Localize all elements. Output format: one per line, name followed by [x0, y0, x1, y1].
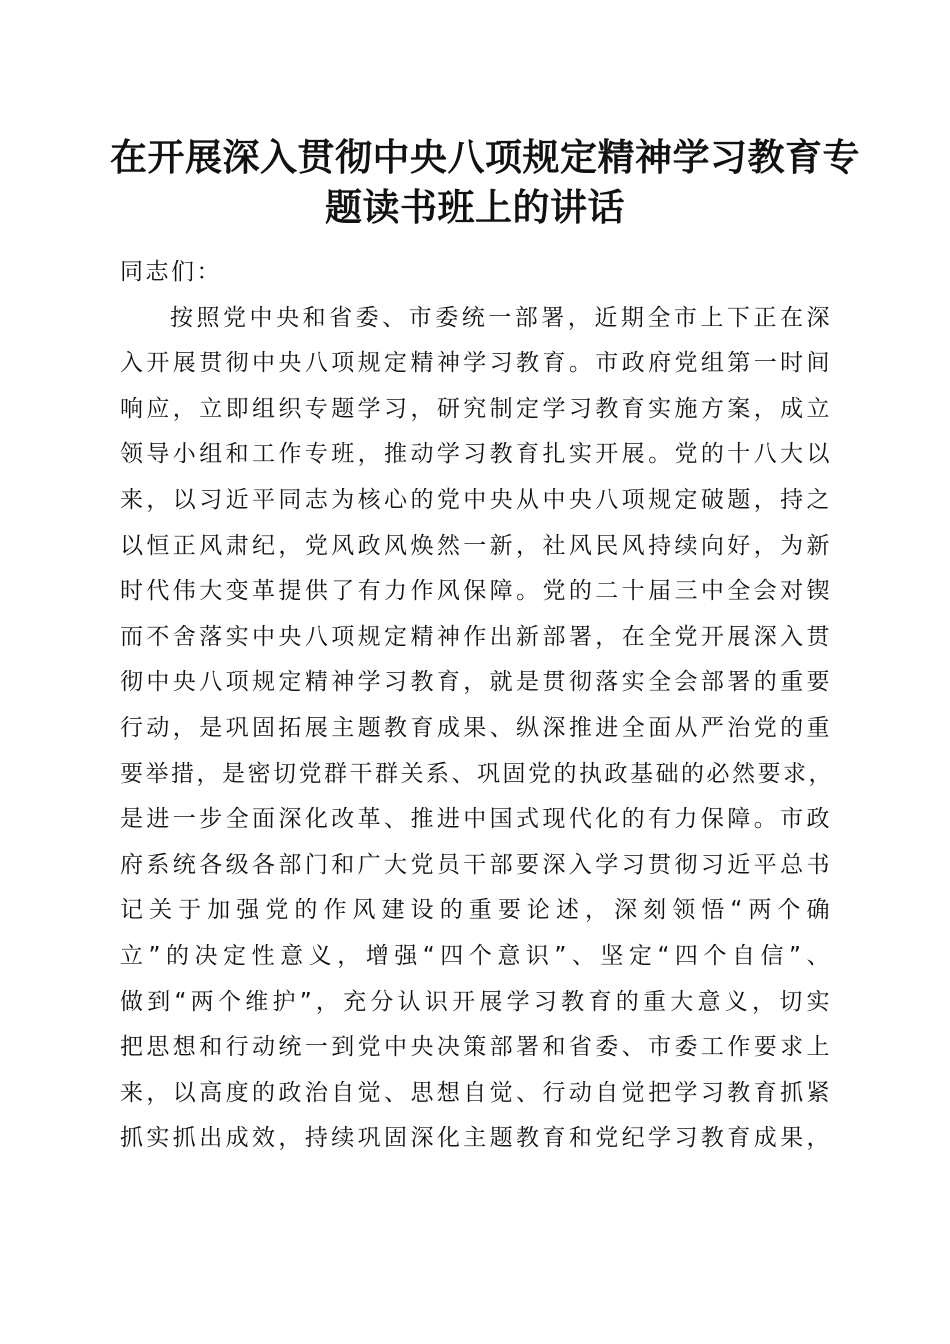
paragraph-line: 按照党中央和省委、市委统一部署，近期全市上下正在深	[170, 304, 832, 331]
paragraph-line: 响应，立即组织专题学习，研究制定学习教育实施方案，成立	[120, 395, 832, 422]
paragraph-line: 要举措，是密切党群干群关系、巩固党的执政基础的必然要求，	[120, 760, 834, 787]
paragraph-line: 而不舍落实中央八项规定精神作出新部署，在全党开展深入贯	[120, 623, 832, 650]
paragraph-line: 记关于加强党的作风建设的重要论述，深刻领悟“两个确	[120, 897, 832, 924]
paragraph-line: 领导小组和工作专班，推动学习教育扎实开展。党的十八大以	[120, 441, 832, 468]
document-title	[110, 132, 860, 232]
paragraph-line: 入开展贯彻中央八项规定精神学习教育。市政府党组第一时间	[120, 350, 832, 377]
paragraph-line: 来，以高度的政治自觉、思想自觉、行动自觉把学习教育抓紧	[120, 1079, 832, 1106]
paragraph-line: 彻中央八项规定精神学习教育，就是贯彻落实全会部署的重要	[120, 669, 832, 696]
paragraph-line: 府系统各级各部门和广大党员干部要深入学习贯彻习近平总书	[120, 851, 832, 878]
paragraph-line: 是进一步全面深化改革、推进中国式现代化的有力保障。市政	[120, 806, 832, 833]
paragraph-line: 把思想和行动统一到党中央决策部署和省委、市委工作要求上	[120, 1034, 832, 1061]
paragraph-line: 来，以习近平同志为核心的党中央从中央八项规定破题，持之	[120, 486, 832, 513]
title-line-1: 在开展深入贯彻中央八项规定精神学习教育专	[110, 135, 860, 179]
salutation: 同志们：	[120, 259, 222, 285]
document-body	[120, 250, 832, 1162]
paragraph-line: 时代伟大变革提供了有力作风保障。党的二十届三中全会对锲	[120, 578, 832, 605]
paragraph-line: 立”的决定性意义，增强“四个意识”、坚定“四个自信”、	[120, 942, 832, 969]
paragraph-line: 以恒正风肃纪，党风政风焕然一新，社风民风持续向好，为新	[120, 532, 832, 559]
paragraph-line: 抓实抓出成效，持续巩固深化主题教育和党纪学习教育成果，	[120, 1125, 832, 1152]
paragraph-line: 做到“两个维护”，充分认识开展学习教育的重大意义，切实	[120, 988, 832, 1015]
title-line-2: 题读书班上的讲话	[325, 185, 625, 229]
paragraph-line: 行动，是巩固拓展主题教育成果、纵深推进全面从严治党的重	[120, 714, 832, 741]
